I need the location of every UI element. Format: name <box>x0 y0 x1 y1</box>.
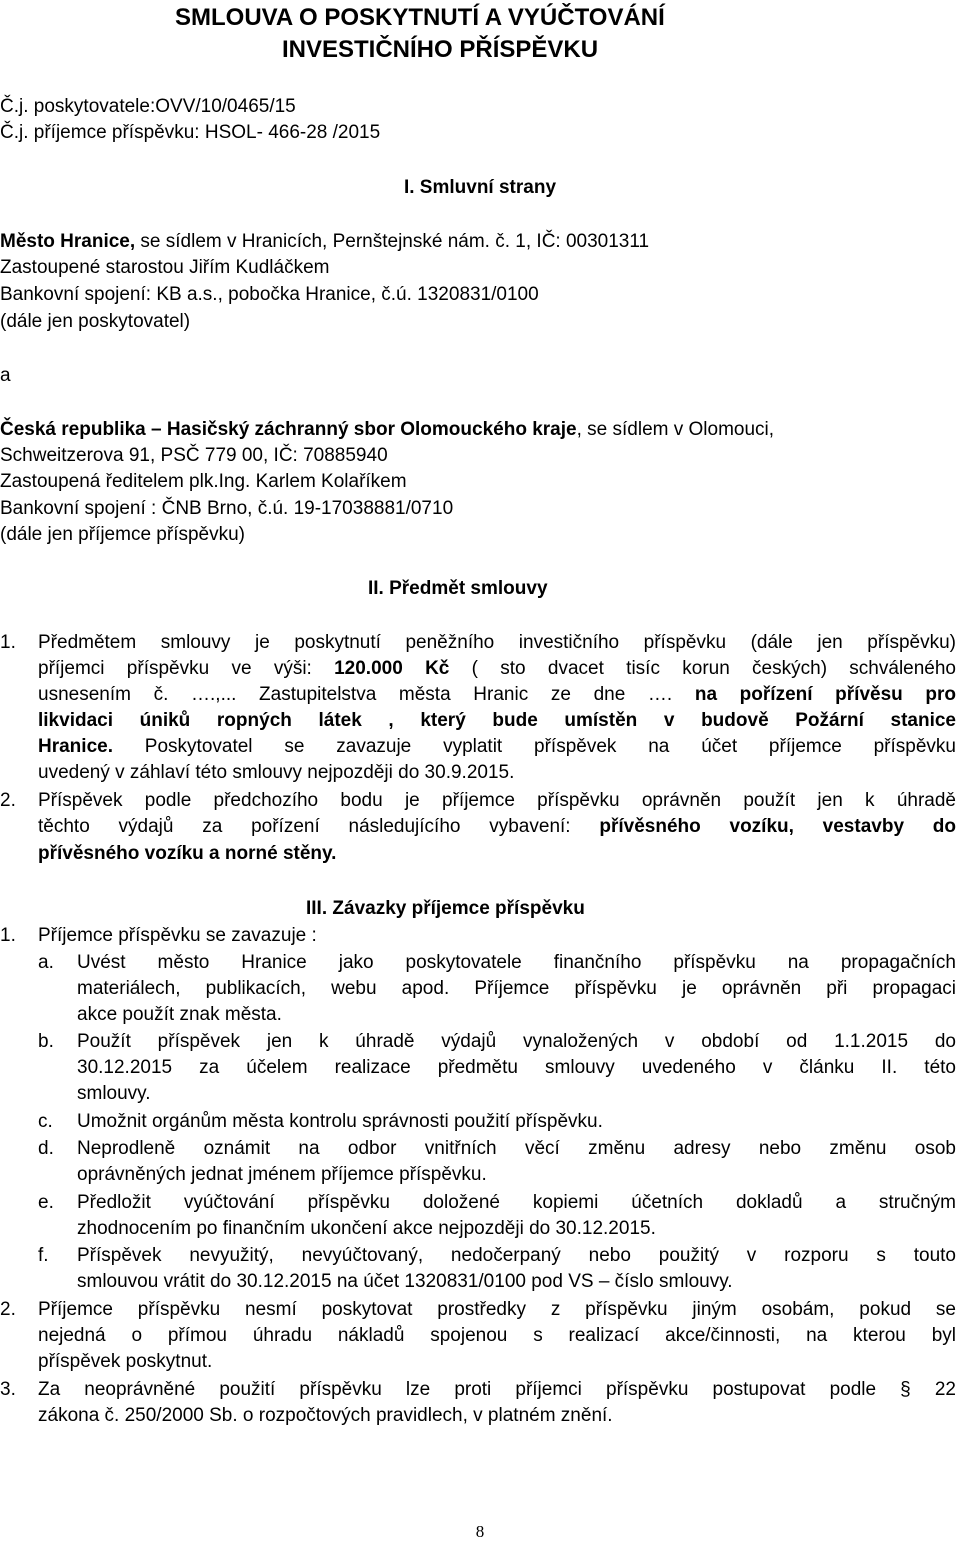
section-3-intro: Příjemce příspěvku se zavazuje : <box>38 925 317 946</box>
item1-text-a: příjemci příspěvku ve výši: <box>38 658 335 679</box>
party1-name: Město Hranice, <box>0 231 136 252</box>
item2-equipment: přívěsného vozíku, vestavby do <box>599 816 956 837</box>
obligation-b-line2: 30.12.2015 za účelem realizace předmětu smlouvy uvedeného v článku II. této <box>77 1057 956 1078</box>
provider-reference: Č.j. poskytovatele:OVV/10/0465/15 <box>0 96 296 117</box>
section-2-heading: II. Předmět smlouvy <box>368 578 548 599</box>
item1-location: Hranice. <box>38 736 113 757</box>
contribution-amount: 120.000 Kč <box>334 658 450 679</box>
and-text: a <box>0 365 11 386</box>
obligation-d-line1: Neprodleně oznámit na odbor vnitřních věcí změnu adresy nebo změnu osob <box>77 1138 956 1159</box>
section-3-item-2-line3: příspěvek poskytnut. <box>38 1351 213 1372</box>
page-number: 8 <box>475 1522 485 1541</box>
obligation-d-letter: d. <box>38 1138 54 1159</box>
section-3-item-3-line2: zákona č. 250/2000 Sb. o rozpočtových pravidlech, v platném znění. <box>38 1405 613 1426</box>
party1-seat: se sídlem v Hranicích, Pernštejnské nám. č. 1, IČ: 00301311 <box>135 231 650 252</box>
section-2-item-1-line1: Předmětem smlouvy je poskytnutí peněžního investičního příspěvku (dále jen příspěvku) <box>38 632 956 653</box>
section-2-item-2-line2 <box>38 815 956 839</box>
item1-resolution: usnesením č. ….,... Zastupitelstva města Hranic ze dne …. <box>38 684 673 705</box>
obligation-a-line2: materiálech, publikacích, webu apod. Příjemce příspěvku je oprávněn při propagaci <box>77 978 956 999</box>
party2-alias: (dále jen příjemce příspěvku) <box>0 524 245 545</box>
section-2-item-1-line5 <box>38 735 956 759</box>
section-2-item-1-number: 1. <box>0 632 16 653</box>
section-2-item-2-number: 2. <box>0 790 16 811</box>
section-2-item-1-line3 <box>38 683 956 707</box>
obligation-f-letter: f. <box>38 1245 49 1266</box>
section-2-item-1-line2 <box>38 657 956 681</box>
section-1-heading: I. Smluvní strany <box>403 177 557 198</box>
section-2-item-1-line4: likvidaci úniků ropných látek , který bude umístěn v budově Požární stanice <box>38 710 956 731</box>
item2-text-a: těchto výdajů za pořízení následujícího vybavení: <box>38 816 600 837</box>
party2-seat: , se sídlem v Olomouci, <box>576 419 775 440</box>
obligation-c-letter: c. <box>38 1111 53 1132</box>
obligation-b-line3: smlouvy. <box>77 1083 151 1104</box>
document-title-line1: SMLOUVA O POSKYTNUTÍ A VYÚČTOVÁNÍ <box>175 4 665 31</box>
section-3-item-3-number: 3. <box>0 1379 16 1400</box>
party1-bank: Bankovní spojení: KB a.s., pobočka Hranice, č.ú. 1320831/0100 <box>0 284 539 305</box>
party2-bank: Bankovní spojení : ČNB Brno, č.ú. 19-17038881/0710 <box>0 498 454 519</box>
section-2-item-2-line1: Příspěvek podle předchozího bodu je příjemce příspěvku oprávněn použít jen k úhradě <box>38 790 956 811</box>
document-title-line2: INVESTIČNÍHO PŘÍSPĚVKU <box>282 36 599 63</box>
obligation-d-line2: oprávněných jednat jménem příjemce příspěvku. <box>77 1164 487 1185</box>
party1-seat-line <box>0 230 649 254</box>
section-3-heading: III. Závazky příjemce příspěvku <box>306 898 585 919</box>
recipient-reference: Č.j. příjemce příspěvku: HSOL- 466-28 /2015 <box>0 122 381 143</box>
obligation-f-line1: Příspěvek nevyužitý, nevyúčtovaný, nedočerpaný nebo použitý v rozporu s touto <box>77 1245 956 1266</box>
obligation-a-line3: akce použít znak města. <box>77 1004 282 1025</box>
party1-alias: (dále jen poskytovatel) <box>0 311 191 332</box>
party1-representative: Zastoupené starostou Jiřím Kudláčkem <box>0 257 330 278</box>
obligation-f-line2: smlouvou vrátit do 30.12.2015 na účet 1320831/0100 pod VS – číslo smlouvy. <box>77 1271 733 1292</box>
obligation-e-line2: zhodnocením po finančním ukončení akce nejpozději do 30.12.2015. <box>77 1218 656 1239</box>
party2-representative: Zastoupená ředitelem plk.Ing. Karlem Kolaříkem <box>0 471 407 492</box>
obligation-c-line1: Umožnit orgánům města kontrolu správnosti použití příspěvku. <box>77 1111 603 1132</box>
section-3-item-3-line1: Za neoprávněné použití příspěvku lze proti příjemci příspěvku postupovat podle § 22 <box>38 1379 956 1400</box>
obligation-e-letter: e. <box>38 1192 54 1213</box>
party2-name: Česká republika – Hasičský záchranný sbor Olomouckého kraje <box>0 419 577 440</box>
item1-text-c: ( sto dvacet tisíc korun českých) schváleného <box>449 658 956 679</box>
party2-address: Schweitzerova 91, PSČ 779 00, IČ: 70885940 <box>0 445 388 466</box>
obligation-a-line1: Uvést město Hranice jako poskytovatele finančního příspěvku na propagačních <box>77 952 956 973</box>
obligation-b-letter: b. <box>38 1031 54 1052</box>
section-3-item-1-number: 1. <box>0 925 16 946</box>
item1-purpose-start: na pořízení přívěsu pro <box>694 684 956 705</box>
party2-name-line <box>0 418 774 442</box>
section-2-item-1-line6: uvedený v záhlaví této smlouvy nejpozději do 30.9.2015. <box>38 762 515 783</box>
section-3-item-2-line1: Příjemce příspěvku nesmí poskytovat prostředky z příspěvku jiným osobám, pokud se <box>38 1299 956 1320</box>
obligation-a-letter: a. <box>38 952 54 973</box>
section-3-item-2-line2: nejedná o přímou úhradu nákladů spojenou s realizací akce/činnosti, na kterou byl <box>38 1325 956 1346</box>
obligation-b-line1: Použít příspěvek jen k úhradě výdajů vynaložených v období od 1.1.2015 do <box>77 1031 956 1052</box>
section-2-item-2-line3: přívěsného vozíku a norné stěny. <box>38 843 337 864</box>
item1-obligation: Poskytovatel se zavazuje vyplatit příspěvek na účet příjemce příspěvku <box>112 736 956 757</box>
section-3-item-2-number: 2. <box>0 1299 16 1320</box>
obligation-e-line1: Předložit vyúčtování příspěvku doložené kopiemi účetních dokladů a stručným <box>77 1192 956 1213</box>
